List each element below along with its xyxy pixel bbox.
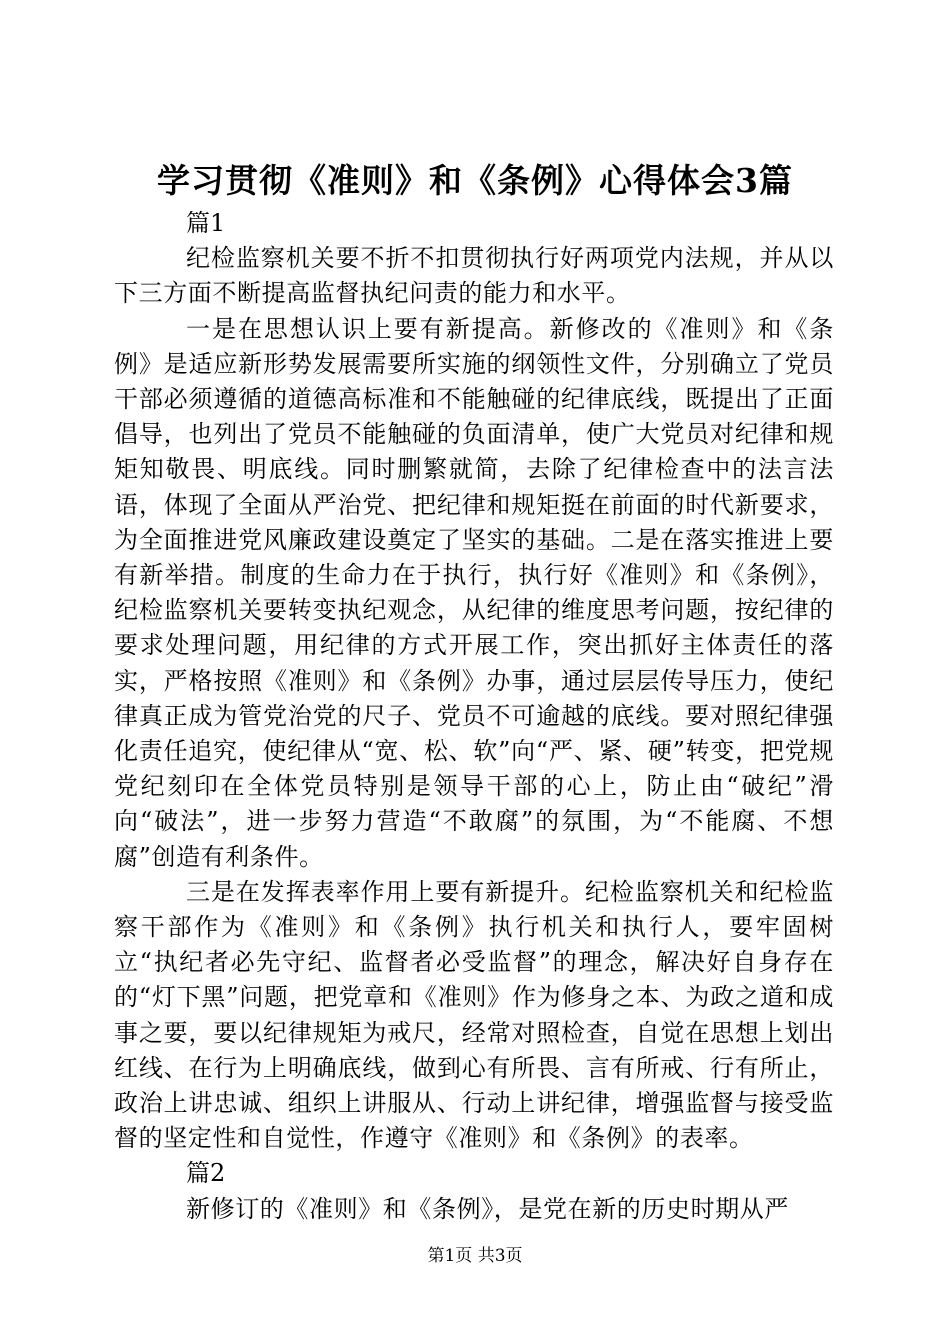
paragraph: 纪检监察机关要不折不扣贯彻执行好两项党内法规，并从以下三方面不断提高监督执纪问责的能力和水平。 (114, 244, 834, 308)
section-heading-1: 篇1 (186, 209, 226, 237)
paragraph: 一是在思想认识上要有新提高。新修改的《准则》和《条例》是适应新形势发展需要所实施的纲领性文件，分别确立了党员干部必须遵循的道德高标准和不能触碰的纪律底线，既提出了正面倡导，也列出了党员不能触碰的负面清单，使广大党员对纪律和规矩知敬畏、明底线。同时删繁就简，去除了纪律检查中的法言法语，体现了全面从严治党、把纪律和规矩挺在前面的时代新要求，为全面推进党风廉政建设奠定了坚实的基础。二是在落实推进上要有新举措。制度的生命力在于执行，执行好《准则》和《条例》，纪检监察机关要转变执纪观念，从纪律的维度思考问题，按纪律的要求处理问题，用纪律的方式开展工作，突出抓好主体责任的落实，严格按照《准则》和《条例》办事，通过层层传导压力，使纪律真正成为管党治党的尺子、党员不可逾越的底线。要对照纪律强化责任追究，使纪律从“宽、松、软”向“严、紧、硬”转变，把党规党纪刻印在全体党员特别是领导干部的心上，防止由“破纪”滑向“破法”，进一步努力营造“不敢腐”的氛围，为“不能腐、不想腐”创造有利条件。 (114, 314, 834, 871)
document-body (114, 206, 834, 1227)
page-number-footer: 第1页 共3页 (427, 1246, 523, 1266)
paragraph: 三是在发挥表率作用上要有新提升。纪检监察机关和纪检监察干部作为《准则》和《条例》执行机关和执行人，要牢固树立“执纪者必先守纪、监督者必受监督”的理念，解决好自身存在的“灯下黑”问题，把党章和《准则》作为修身之本、为政之道和成事之要，要以纪律规矩为戒尺，经常对照检查，自觉在思想上划出红线、在行为上明确底线，做到心有所畏、言有所戒、行有所止，政治上讲忠诚、组织上讲服从、行动上讲纪律，增强监督与接受监督的坚定性和自觉性，作遵守《准则》和《条例》的表率。 (114, 877, 834, 1153)
document-title: 学习贯彻《准则》和《条例》心得体会3篇 (157, 161, 793, 200)
paragraph: 新修订的《准则》和《条例》，是党在新的历史时期从严 (186, 1194, 789, 1223)
section-heading-2: 篇2 (186, 1159, 226, 1188)
